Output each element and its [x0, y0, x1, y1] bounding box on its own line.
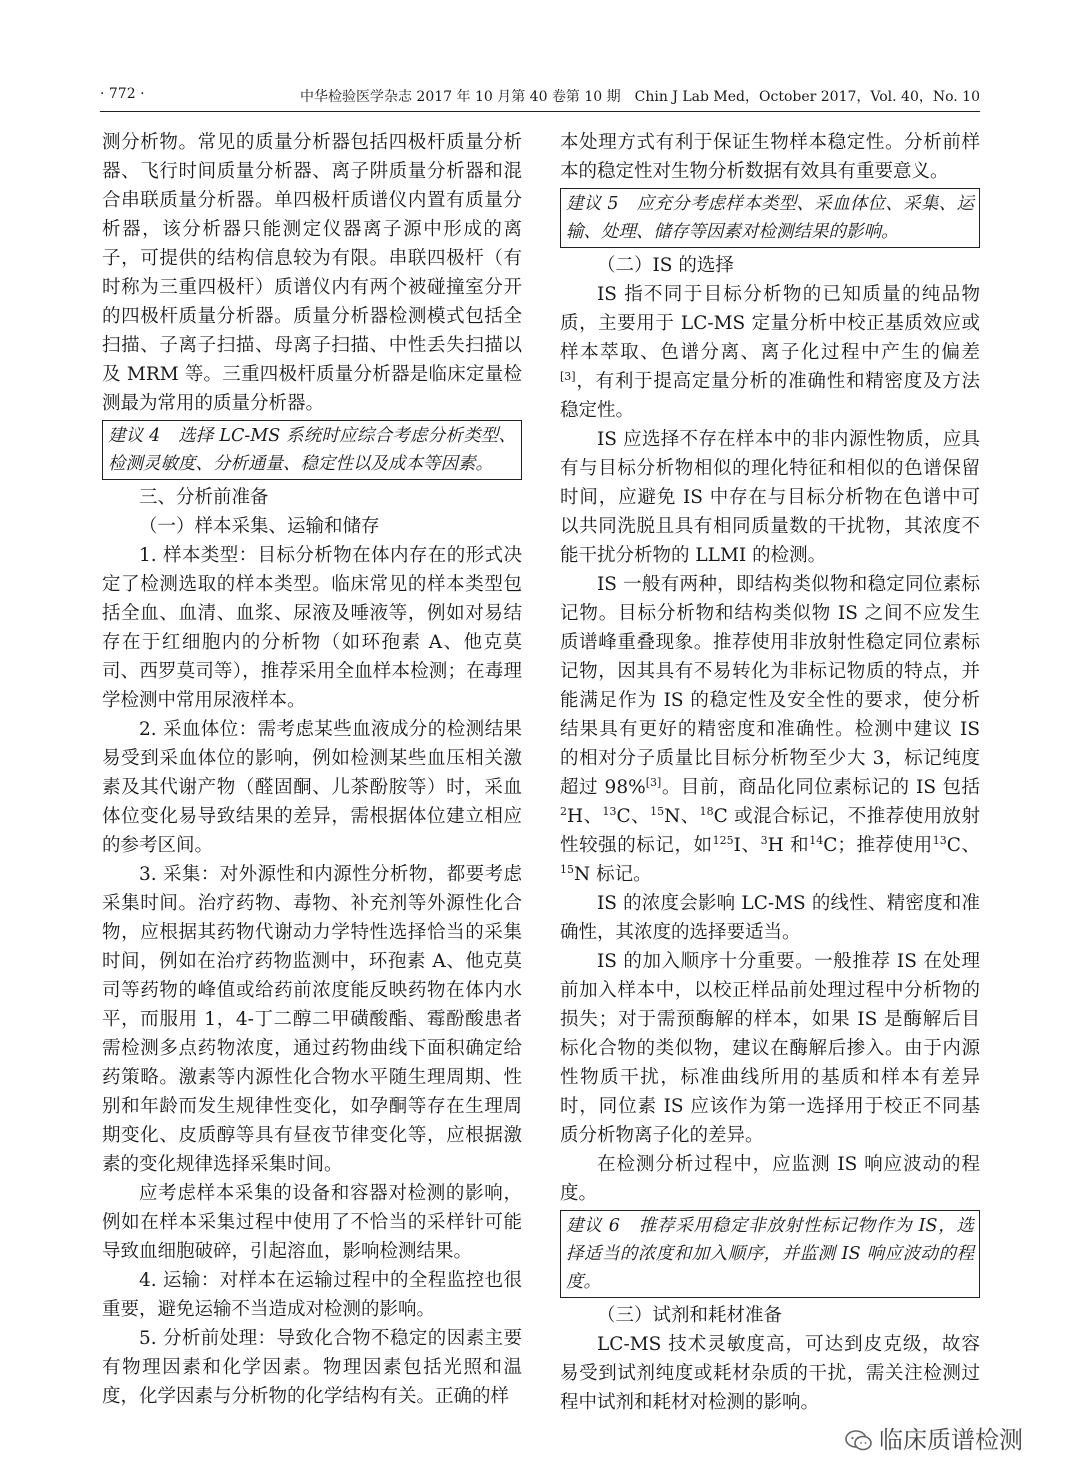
right-column: [560, 128, 980, 1417]
isotope-mass: 14: [809, 833, 824, 847]
section-heading-preanalytical: 三、分析前准备: [139, 487, 269, 508]
isotope-text: H 和: [767, 835, 810, 856]
journal-citation: 中华检验医学杂志 2017 年 10 月第 40 卷第 10 期 Chin J Lab Med，October 2017，Vol. 40，No. 10: [299, 89, 980, 105]
isotope-text: C、: [616, 806, 651, 827]
paragraph-mass-analyzers: 测分析物。常见的质量分析器包括四极杆质量分析器、飞行时间质量分析器、离子阱质量分析器和混合串联质量分析器。单四极杆质谱仪内置有质量分析器，该分析器只能测定仪器离子源中形成的离子，可提供的结构信息较为有限。串联四极杆（有时称为三重四极杆）质谱仪内有两个被碰撞室分开的四极杆质量分析器。质量分析器检测模式包括全扫描、子离子扫描、母离子扫描、中性丢失扫描以及 MRM 等。三重四极杆质量分析器是临床定量检测最为常用的质量分析器。: [102, 132, 522, 414]
isotope-text: C；推荐使用: [823, 835, 933, 856]
watermark-text: 临床质谱检测: [879, 1426, 1023, 1454]
header-rule: [100, 111, 980, 112]
isotope-text: N 标记。: [574, 864, 652, 885]
is-types-text-2: 。目前，商品化同位素标记的 IS 包括: [661, 777, 981, 798]
isotope-mass: 15: [650, 804, 665, 818]
paragraph-is-monitoring: 在检测分析过程中，应监测 IS 响应波动的程度。: [560, 1154, 980, 1204]
isotope-text: N、: [664, 806, 700, 827]
paragraph-collection: 3. 采集：对外源性和内源性分析物，都要考虑采集时间。治疗药物、毒物、补充剂等外源性化合物，应根据其药物代谢动力学特性选择恰当的采集时间，例如在治疗药物监测中，环孢素 A、他克莫司等药物的峰值或给药前浓度能反映药物在体内水平，而服用 1，4-丁二醇二甲磺酸酯、霉酚酸患者需检测多点药物浓度，通过药物曲线下面积确定给药策略。激素等内源性化合物水平随生理周期、性别和年龄而发生规律性变化，如孕酮等存在生理周期变化、皮质醇等具有昼夜节律变化等，应根据激素的变化规律选择采集时间。: [102, 864, 522, 1175]
subsection-heading-is-selection: （二）IS 的选择: [597, 255, 734, 276]
paragraph-is-definition: [560, 280, 980, 425]
recommendation-4-box: 建议 4 选择 LC-MS 系统时应综合考虑分析类型、检测灵敏度、分析通量、稳定性以及成本等因素。: [102, 420, 522, 480]
left-column: [102, 128, 522, 1411]
paragraph-blood-posture: 2. 采血体位：需考虑某些血液成分的检测结果易受到采血体位的影响，例如检测某些血压相关激素及其代谢产物（醛固酮、儿茶酚胺等）时，采血体位变化易导致结果的差异，需根据体位建立相应的参考区间。: [102, 719, 522, 856]
is-def-text-end: ，有利于提高定量分析的准确性和精密度及方法稳定性。: [560, 371, 980, 421]
isotope-mass: 18: [699, 804, 714, 818]
paragraph-is-concentration: IS 的浓度会影响 LC-MS 的线性、精密度和准确性，其浓度的选择要适当。: [560, 893, 980, 943]
watermark: [845, 1420, 1023, 1454]
isotope-text: H、: [567, 806, 603, 827]
isotope-mass: 2: [560, 804, 567, 818]
running-header: [100, 86, 980, 110]
paragraph-reagents: LC-MS 技术灵敏度高，可达到皮克级，故容易受到试剂纯度或耗材杂质的干扰，需关注检测过程中试剂和耗材对检测的影响。: [560, 1334, 980, 1413]
isotope-text: C、: [946, 835, 981, 856]
recommendation-5-box: 建议 5 应充分考虑样本类型、采血体位、采集、运输、处理、储存等因素对检测结果的影响。: [560, 188, 980, 248]
citation-ref: [3]: [645, 775, 662, 789]
is-def-text: IS 指不同于目标分析物的已知质量的纯品物质，主要用于 LC-MS 定量分析中校正基质效应或样本萃取、色谱分离、离子化过程中产生的偏差: [560, 284, 980, 363]
wechat-logo-icon: [845, 1430, 873, 1452]
isotope-mass: 13: [932, 833, 947, 847]
paragraph-is-types: [560, 570, 980, 889]
recommendation-6-box: 建议 6 推荐采用稳定非放射性标记物作为 IS，选择适当的浓度和加入顺序，并监测 IS 响应波动的程度。: [560, 1210, 980, 1298]
isotope-mass: 15: [560, 862, 574, 876]
paragraph-sample-type: 1. 样本类型：目标分析物在体内存在的形式决定了检测选取的样本类型。临床常见的样本类型包括全血、血清、血浆、尿液及唾液等，例如对易结存在于红细胞内的分析物（如环孢素 A、他克莫司、西罗莫司等），推荐采用全血样本检测；在毒理学检测中常用尿液样本。: [102, 545, 522, 711]
isotope-mass: 13: [602, 804, 617, 818]
paragraph-preprocessing-cont: 本处理方式有利于保证生物样本稳定性。分析前样本的稳定性对生物分析数据有效具有重要意义。: [560, 132, 980, 182]
paragraph-collection-devices: 应考虑样本采集的设备和容器对检测的影响，例如在样本采集过程中使用了不恰当的采样针可能导致血细胞破碎，引起溶血，影响检测结果。: [102, 1183, 522, 1262]
isotope-text: I、: [733, 835, 761, 856]
isotope-text: C 或混合标记，不推荐使用放射性较强的标记，如: [560, 806, 980, 856]
citation-ref: [3]: [560, 369, 576, 383]
page-number: · 772 ·: [100, 86, 145, 102]
subsection-heading-reagents: （三）试剂和耗材准备: [597, 1305, 783, 1326]
paragraph-is-requirements: IS 应选择不存在样本中的非内源性物质，应具有与目标分析物相似的理化特征和相似的色谱保留时间，应避免 IS 中存在与目标分析物在色谱中可以共同洗脱且具有相同质量数的干扰物，其浓度不能干扰分析物的 LLMI 的检测。: [560, 429, 980, 566]
paragraph-preprocessing: 5. 分析前处理：导致化合物不稳定的因素主要有物理因素和化学因素。物理因素包括光照和温度，化学因素与分析物的化学结构有关。正确的样: [102, 1328, 522, 1407]
paragraph-transport: 4. 运输：对样本在运输过程中的全程监控也很重要，避免运输不当造成对检测的影响。: [102, 1270, 522, 1320]
isotope-mass: 125: [712, 833, 734, 847]
subsection-heading-sample-collection: （一）样本采集、运输和储存: [139, 516, 380, 537]
paragraph-is-order: IS 的加入顺序十分重要。一般推荐 IS 在处理前加入样本中，以校正样品前处理过程中分析物的损失；对于需预酶解的样本，如果 IS 是酶解后目标化合物的类似物，建议在酶解后掺入。由于内源性物质干扰，标准曲线所用的基质和样本有差异时，同位素 IS 应该作为第一选择用于校正不同基质分析物离子化的差异。: [560, 951, 980, 1146]
isotope-mass: 3: [760, 833, 768, 847]
is-types-text: IS 一般有两种，即结构类似物和稳定同位素标记物。目标分析物和结构类似物 IS 之间不应发生质谱峰重叠现象。推荐使用非放射性稳定同位素标记物，因其具有不易转化为非标记物质的特点，并能满足作为 IS 的稳定性及安全性的要求，使分析结果具有更好的精密度和准确性。检测中建议 IS 的相对分子质量比目标分析物至少大 3，标记纯度超过 98%: [560, 574, 980, 798]
